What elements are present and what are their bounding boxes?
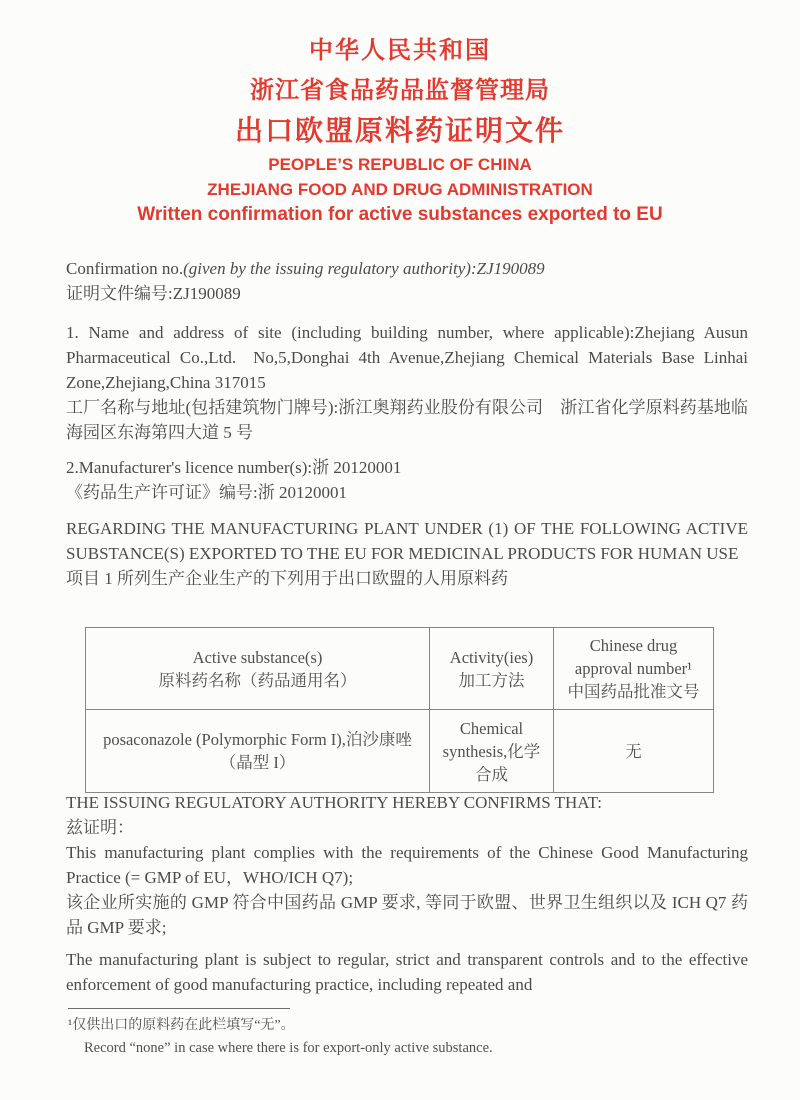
substances-table-container (85, 627, 715, 793)
table-row (86, 710, 714, 793)
footnote-block (68, 1008, 728, 1060)
regarding-line-cn: 项目 1 所列生产企业生产的下列用于出口欧盟的人用原料药 (66, 569, 508, 588)
gmp-paragraph-cn: 该企业所实施的 GMP 符合中国药品 GMP 要求, 等同于欧盟、世界卫生组织以及 ICH Q7 药品 GMP 要求; (66, 893, 748, 937)
header-active-substance-cn: 原料药名称（药品通用名） (158, 670, 357, 690)
header-activity-cn: 加工方法 (458, 670, 525, 690)
header-cell-active-substance (86, 628, 430, 710)
regarding-section (66, 516, 748, 591)
document-letterhead (0, 34, 800, 227)
confirmation-number-cn: 证明文件编号:ZJ190089 (66, 284, 241, 303)
confirmation-value: :ZJ190089 (470, 259, 545, 278)
site-paragraph-en: 1. Name and address of site (including building number, where applicable):Zhejiang Ausun Pharmaceutical Co.,Ltd. No,5,Donghai 4th Avenue,Zhejiang Chemical Materials Base Linhai Zone,Zhejiang,China 317015 (66, 323, 748, 392)
controls-section (66, 947, 748, 997)
title-cn-country: 中华人民共和国 (309, 38, 491, 64)
licence-section (66, 455, 748, 505)
regarding-paragraph-en: REGARDING THE MANUFACTURING PLANT UNDER (1) OF THE FOLLOWING ACTIVE SUBSTANCE(S) EXPORTED TO THE EU FOR MEDICINAL PRODUCTS FOR HUMAN USE (66, 519, 748, 563)
header-active-substance-en: Active substance(s) (192, 647, 323, 667)
footnote-en: Record “none” in case where there is for export-only active substance. (84, 1040, 493, 1056)
title-en-doc-type: Written confirmation for active substances exported to EU (137, 204, 663, 225)
confirmation-label: Confirmation no. (66, 259, 184, 278)
cell-substance: posaconazole (Polymorphic Form I),泊沙康唑（晶型 I） (86, 710, 430, 793)
licence-line-en: 2.Manufacturer's licence number(s):浙 20120001 (66, 458, 402, 477)
site-paragraph-cn: 工厂名称与地址(包括建筑物门牌号):浙江奥翔药业股份有限公司 浙江省化学原料药基地临海园区东海第四大道 5 号 (66, 398, 748, 442)
gmp-paragraph-en: This manufacturing plant complies with the requirements of the Chinese Good Manufacturing Practice (= GMP of EU，WHO/ICH Q7); (66, 843, 748, 887)
confirms-section (66, 790, 748, 940)
cell-activity: Chemical synthesis,化学合成 (430, 710, 554, 793)
footnote-cn: ¹仅供出口的原料药在此栏填写“无”。 (68, 1018, 295, 1033)
header-cell-approval-number (554, 628, 714, 710)
title-en-country: PEOPLE’S REPUBLIC OF CHINA (268, 155, 532, 174)
substances-table (85, 627, 714, 793)
footnote-rule (68, 1008, 290, 1009)
header-approval-en: Chinese drug approval number¹ (574, 636, 693, 678)
table-header-row (86, 628, 714, 710)
confirms-heading-en: THE ISSUING REGULATORY AUTHORITY HEREBY CONFIRMS THAT: (66, 793, 602, 812)
title-cn-doc-type: 出口欧盟原料药证明文件 (234, 116, 565, 147)
cell-approval: 无 (554, 710, 714, 793)
header-approval-cn: 中国药品批准文号 (567, 682, 700, 701)
title-cn-agency: 浙江省食品药品监督管理局 (250, 78, 550, 104)
header-activity-en: Activity(ies) (449, 647, 534, 667)
site-section (66, 320, 748, 445)
licence-line-cn: 《药品生产许可证》编号:浙 20120001 (66, 483, 347, 502)
confirmation-paren: (given by the issuing regulatory authority) (183, 259, 471, 278)
confirmation-number-en (66, 256, 748, 281)
title-en-agency: ZHEJIANG FOOD AND DRUG ADMINISTRATION (207, 180, 593, 199)
confirmation-number-block (66, 256, 748, 306)
confirms-heading-cn: 兹证明： (66, 818, 134, 837)
header-cell-activity (430, 628, 554, 710)
controls-paragraph-en: The manufacturing plant is subject to regular, strict and transparent controls and to the effective enforcement of good manufacturing practice, including repeated and (66, 950, 748, 994)
